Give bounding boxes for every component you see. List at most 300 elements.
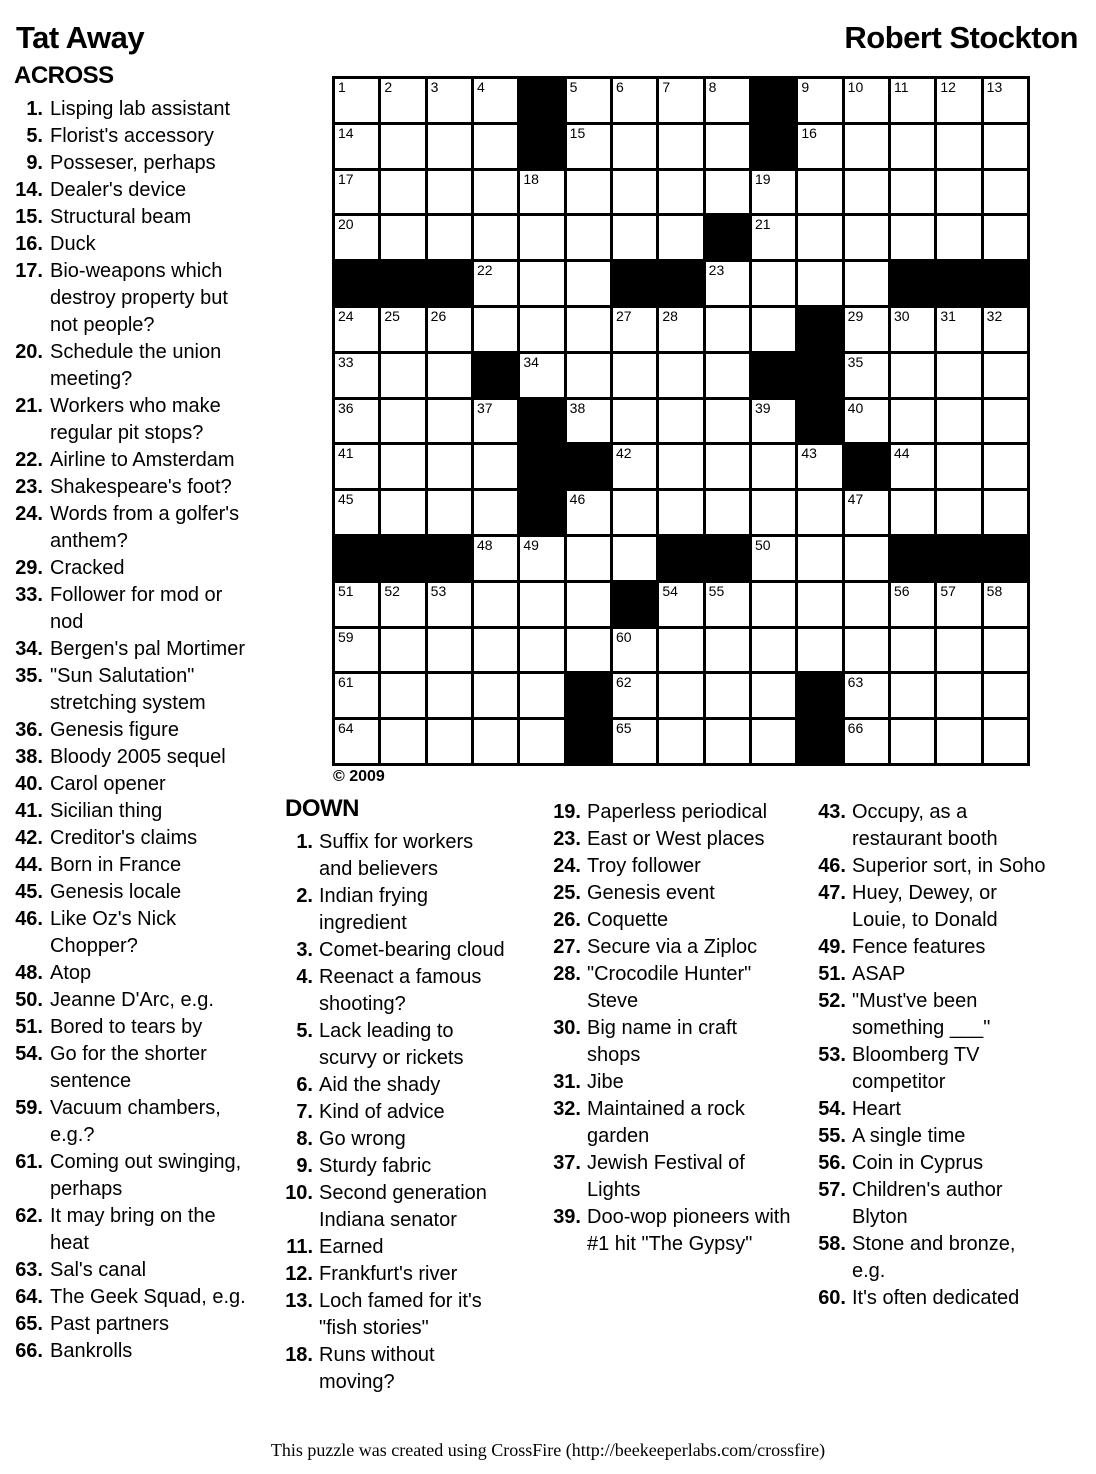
grid-cell-r12c15[interactable] <box>984 583 1027 626</box>
grid-cell-r14c1[interactable] <box>335 674 378 717</box>
grid-cell-r3c6[interactable] <box>567 171 610 214</box>
grid-cell-r6c11 <box>798 308 841 351</box>
clue-number: 15. <box>15 206 43 228</box>
grid-cell-r7c1[interactable] <box>335 354 378 397</box>
across-clue-17 <box>14 258 247 339</box>
grid-cell-r10c9[interactable] <box>706 491 749 534</box>
clue-number: 49. <box>818 936 846 958</box>
grid-cell-r5c3 <box>428 262 471 305</box>
clue-number: 2. <box>296 885 313 907</box>
grid-cell-r10c8[interactable] <box>659 491 702 534</box>
clue-number: 65. <box>15 1313 43 1335</box>
grid-cell-r9c13[interactable] <box>891 445 934 488</box>
grid-cell-r6c5[interactable] <box>520 308 563 351</box>
clue-text: Jeanne D'Arc, e.g. <box>50 989 214 1011</box>
clue-text: Earned <box>319 1236 384 1258</box>
grid-cell-r10c4[interactable] <box>474 491 517 534</box>
clue-text: Carol opener <box>50 773 166 795</box>
clue-text: Superior sort, in Soho <box>852 855 1046 877</box>
grid-cell-r5c5[interactable] <box>520 262 563 305</box>
grid-cell-r6c7[interactable] <box>613 308 656 351</box>
clue-number: 7. <box>296 1101 313 1123</box>
grid-cell-r14c13[interactable] <box>891 674 934 717</box>
grid-cell-r6c6[interactable] <box>567 308 610 351</box>
across-clue-1 <box>14 96 247 123</box>
grid-cell-r12c10[interactable] <box>752 583 795 626</box>
grid-cell-r15c13[interactable] <box>891 720 934 763</box>
grid-cell-r6c12[interactable] <box>845 308 888 351</box>
cell-number: 57 <box>940 582 956 599</box>
grid-cell-r12c13[interactable] <box>891 583 934 626</box>
grid-cell-r1c12[interactable] <box>845 79 888 122</box>
grid-cell-r1c7[interactable] <box>613 79 656 122</box>
clue-number: 28. <box>553 963 581 985</box>
grid-cell-r7c9[interactable] <box>706 354 749 397</box>
grid-cell-r12c14[interactable] <box>937 583 980 626</box>
clue-text: Bankrolls <box>50 1340 133 1362</box>
clue-number: 36. <box>15 719 43 741</box>
grid-cell-r5c11[interactable] <box>798 262 841 305</box>
grid-cell-r13c1[interactable] <box>335 629 378 672</box>
cell-number: 65 <box>615 720 632 737</box>
grid-cell-r7c8[interactable] <box>659 354 702 397</box>
grid-cell-r4c4[interactable] <box>474 216 517 259</box>
cell-number: 19 <box>754 170 771 187</box>
grid-cell-r12c6[interactable] <box>567 583 610 626</box>
grid-cell-r5c12[interactable] <box>845 262 888 305</box>
grid-cell-r9c9[interactable] <box>706 445 749 488</box>
grid-cell-r15c3[interactable] <box>428 720 471 763</box>
grid-cell-r13c6[interactable] <box>567 629 610 672</box>
grid-cell-r1c4[interactable] <box>474 79 517 122</box>
grid-cell-r14c8[interactable] <box>659 674 702 717</box>
grid-cell-r3c9[interactable] <box>706 171 749 214</box>
cell-number: 43 <box>801 445 817 462</box>
clue-number: 29. <box>15 557 43 579</box>
grid-cell-r12c11[interactable] <box>798 583 841 626</box>
grid-cell-r13c5[interactable] <box>520 629 563 672</box>
grid-cell-r8c12[interactable] <box>845 400 888 443</box>
grid-cell-r9c5 <box>520 445 563 488</box>
grid-cell-r6c1[interactable] <box>335 308 378 351</box>
grid-cell-r2c15[interactable] <box>984 125 1027 168</box>
grid-cell-r3c15[interactable] <box>984 171 1027 214</box>
grid-cell-r2c1[interactable] <box>335 125 378 168</box>
grid-cell-r15c14[interactable] <box>937 720 980 763</box>
grid-cell-r6c13[interactable] <box>891 308 934 351</box>
grid-cell-r8c13[interactable] <box>891 400 934 443</box>
grid-cell-r15c12[interactable] <box>845 720 888 763</box>
cell-number: 4 <box>476 79 485 95</box>
grid-cell-r4c6[interactable] <box>567 216 610 259</box>
clue-number: 56. <box>818 1152 846 1174</box>
grid-cell-r10c1[interactable] <box>335 491 378 534</box>
clue-number: 40. <box>15 773 43 795</box>
grid-cell-r4c5[interactable] <box>520 216 563 259</box>
grid-cell-r15c1[interactable] <box>335 720 378 763</box>
grid-cell-r15c9[interactable] <box>706 720 749 763</box>
cell-number: 63 <box>847 674 864 691</box>
grid-cell-r5c4[interactable] <box>474 262 517 305</box>
across-clue-59 <box>14 1095 247 1149</box>
grid-cell-r4c10[interactable] <box>752 216 795 259</box>
grid-cell-r9c11[interactable] <box>798 445 841 488</box>
grid-cell-r6c15[interactable] <box>984 308 1027 351</box>
grid-cell-r5c6[interactable] <box>567 262 610 305</box>
clue-text: Indian frying ingredient <box>319 885 428 934</box>
grid-cell-r6c3[interactable] <box>428 308 471 351</box>
grid-cell-r13c2[interactable] <box>381 629 424 672</box>
grid-cell-r8c7[interactable] <box>613 400 656 443</box>
grid-cell-r1c2[interactable] <box>381 79 424 122</box>
cell-number: 11 <box>893 79 909 95</box>
grid-cell-r6c4[interactable] <box>474 308 517 351</box>
grid-cell-r3c1[interactable] <box>335 171 378 214</box>
cell-number: 22 <box>476 262 493 279</box>
clue-text: Second generation Indiana senator <box>319 1182 487 1231</box>
down-clue-49 <box>818 934 1050 961</box>
clue-number: 32. <box>553 1098 581 1120</box>
down-clue-26 <box>553 907 793 934</box>
grid-cell-r6c9[interactable] <box>706 308 749 351</box>
grid-cell-r11c5[interactable] <box>520 537 563 580</box>
grid-cell-r14c15[interactable] <box>984 674 1027 717</box>
grid-cell-r9c7[interactable] <box>613 445 656 488</box>
cell-number: 44 <box>893 445 910 462</box>
grid-cell-r8c10[interactable] <box>752 400 795 443</box>
grid-cell-r10c7[interactable] <box>613 491 656 534</box>
grid-cell-r11c3 <box>428 537 471 580</box>
clue-number: 54. <box>15 1043 43 1065</box>
grid-cell-r13c13[interactable] <box>891 629 934 672</box>
grid-cell-r6c14[interactable] <box>937 308 980 351</box>
grid-cell-r9c10[interactable] <box>752 445 795 488</box>
clue-number: 41. <box>15 800 43 822</box>
clue-number: 34. <box>15 638 43 660</box>
grid-cell-r1c11[interactable] <box>798 79 841 122</box>
grid-cell-r13c8[interactable] <box>659 629 702 672</box>
grid-cell-r5c9[interactable] <box>706 262 749 305</box>
grid-cell-r3c8[interactable] <box>659 171 702 214</box>
grid-cell-r13c15[interactable] <box>984 629 1027 672</box>
cell-number: 6 <box>615 79 624 95</box>
grid-cell-r9c4[interactable] <box>474 445 517 488</box>
grid-cell-r15c5[interactable] <box>520 720 563 763</box>
clue-text: It may bring on the heat <box>50 1205 216 1254</box>
grid-cell-r5c15 <box>984 262 1027 305</box>
across-clue-41 <box>14 798 247 825</box>
across-clue-16 <box>14 231 247 258</box>
grid-cell-r3c5[interactable] <box>520 171 563 214</box>
grid-cell-r15c2[interactable] <box>381 720 424 763</box>
grid-cell-r1c3[interactable] <box>428 79 471 122</box>
grid-cell-r8c6[interactable] <box>567 400 610 443</box>
grid-cell-r10c2[interactable] <box>381 491 424 534</box>
down-clue-5 <box>285 1018 505 1072</box>
clue-number: 52. <box>818 990 846 1012</box>
cell-number: 40 <box>847 399 864 416</box>
down-clue-6 <box>285 1072 505 1099</box>
grid-cell-r10c3[interactable] <box>428 491 471 534</box>
grid-cell-r8c1[interactable] <box>335 400 378 443</box>
grid-cell-r7c13[interactable] <box>891 354 934 397</box>
grid-cell-r8c3[interactable] <box>428 400 471 443</box>
grid-cell-r7c15[interactable] <box>984 354 1027 397</box>
grid-cell-r7c12[interactable] <box>845 354 888 397</box>
grid-cell-r2c6[interactable] <box>567 125 610 168</box>
clue-number: 9. <box>296 1155 313 1177</box>
across-clue-62 <box>14 1203 247 1257</box>
grid-cell-r9c15[interactable] <box>984 445 1027 488</box>
grid-cell-r2c14[interactable] <box>937 125 980 168</box>
clue-text: Genesis event <box>587 882 715 904</box>
clue-number: 55. <box>818 1125 846 1147</box>
grid-cell-r12c5[interactable] <box>520 583 563 626</box>
down-clue-7 <box>285 1099 505 1126</box>
grid-cell-r9c8[interactable] <box>659 445 702 488</box>
grid-cell-r2c3[interactable] <box>428 125 471 168</box>
grid-cell-r3c13[interactable] <box>891 171 934 214</box>
grid-cell-r14c12[interactable] <box>845 674 888 717</box>
cell-number: 5 <box>569 79 578 95</box>
grid-cell-r12c4[interactable] <box>474 583 517 626</box>
grid-cell-r10c10[interactable] <box>752 491 795 534</box>
clue-text: Kind of advice <box>319 1101 445 1123</box>
grid-cell-r2c8[interactable] <box>659 125 702 168</box>
cell-number: 52 <box>384 582 400 599</box>
clue-text: A single time <box>852 1125 966 1147</box>
grid-cell-r4c11[interactable] <box>798 216 841 259</box>
clue-text: Duck <box>50 233 96 255</box>
across-clue-29 <box>14 555 247 582</box>
cell-number: 10 <box>847 79 864 95</box>
grid-cell-r8c2[interactable] <box>381 400 424 443</box>
clue-text: "Sun Salutation" stretching system <box>50 665 206 714</box>
grid-cell-r7c2[interactable] <box>381 354 424 397</box>
grid-cell-r1c14[interactable] <box>937 79 980 122</box>
grid-cell-r4c13[interactable] <box>891 216 934 259</box>
grid-cell-r4c2[interactable] <box>381 216 424 259</box>
grid-cell-r7c3[interactable] <box>428 354 471 397</box>
clue-text: Huey, Dewey, or Louie, to Donald <box>852 882 998 931</box>
across-clue-65 <box>14 1311 247 1338</box>
grid-cell-r6c8[interactable] <box>659 308 702 351</box>
grid-cell-r11c9 <box>706 537 749 580</box>
grid-cell-r11c7[interactable] <box>613 537 656 580</box>
grid-cell-r8c8[interactable] <box>659 400 702 443</box>
grid-cell-r10c11[interactable] <box>798 491 841 534</box>
clue-text: Schedule the union meeting? <box>50 341 222 390</box>
cell-number: 27 <box>615 307 632 324</box>
grid-cell-r7c10 <box>752 354 795 397</box>
down-clue-51 <box>818 961 1050 988</box>
grid-cell-r13c12[interactable] <box>845 629 888 672</box>
grid-cell-r4c3[interactable] <box>428 216 471 259</box>
cell-number: 24 <box>338 307 354 324</box>
across-clue-66 <box>14 1338 247 1365</box>
grid-cell-r10c14[interactable] <box>937 491 980 534</box>
grid-cell-r2c12[interactable] <box>845 125 888 168</box>
grid-cell-r4c15[interactable] <box>984 216 1027 259</box>
across-clue-list <box>14 96 247 1365</box>
across-clue-48 <box>14 960 247 987</box>
grid-cell-r3c4[interactable] <box>474 171 517 214</box>
grid-cell-r15c4[interactable] <box>474 720 517 763</box>
grid-cell-r4c12[interactable] <box>845 216 888 259</box>
grid-cell-r14c4[interactable] <box>474 674 517 717</box>
grid-cell-r11c11[interactable] <box>798 537 841 580</box>
grid-cell-r13c3[interactable] <box>428 629 471 672</box>
grid-cell-r2c11[interactable] <box>798 125 841 168</box>
cell-number: 56 <box>893 582 910 599</box>
grid-cell-r10c6[interactable] <box>567 491 610 534</box>
grid-cell-r12c9[interactable] <box>706 583 749 626</box>
grid-cell-r6c10[interactable] <box>752 308 795 351</box>
across-clue-40 <box>14 771 247 798</box>
grid-cell-r4c9 <box>706 216 749 259</box>
grid-cell-r13c7[interactable] <box>613 629 656 672</box>
grid-cell-r9c14[interactable] <box>937 445 980 488</box>
grid-cell-r14c3[interactable] <box>428 674 471 717</box>
grid-cell-r13c10[interactable] <box>752 629 795 672</box>
cell-number: 34 <box>523 353 539 370</box>
grid-cell-r1c6[interactable] <box>567 79 610 122</box>
clue-number: 64. <box>15 1286 43 1308</box>
across-clue-46 <box>14 906 247 960</box>
grid-cell-r11c4[interactable] <box>474 537 517 580</box>
cell-number: 46 <box>569 491 586 508</box>
grid-cell-r3c10[interactable] <box>752 171 795 214</box>
grid-cell-r14c10[interactable] <box>752 674 795 717</box>
grid-cell-r2c4[interactable] <box>474 125 517 168</box>
grid-cell-r1c1[interactable] <box>335 79 378 122</box>
grid-cell-r1c15[interactable] <box>984 79 1027 122</box>
grid-cell-r13c14[interactable] <box>937 629 980 672</box>
clue-text: Vacuum chambers, e.g.? <box>50 1097 221 1146</box>
grid-cell-r7c7[interactable] <box>613 354 656 397</box>
grid-cell-r13c11[interactable] <box>798 629 841 672</box>
grid-cell-r14c7[interactable] <box>613 674 656 717</box>
grid-cell-r5c7 <box>613 262 656 305</box>
grid-cell-r2c2[interactable] <box>381 125 424 168</box>
grid-cell-r14c14[interactable] <box>937 674 980 717</box>
grid-cell-r10c5 <box>520 491 563 534</box>
clue-text: Go for the shorter sentence <box>50 1043 207 1092</box>
clue-number: 51. <box>15 1016 43 1038</box>
grid-cell-r3c2[interactable] <box>381 171 424 214</box>
clue-text: Occupy, as a restaurant booth <box>852 801 998 850</box>
grid-cell-r9c3[interactable] <box>428 445 471 488</box>
clue-text: Sturdy fabric <box>319 1155 432 1177</box>
grid-cell-r8c5 <box>520 400 563 443</box>
cell-number: 53 <box>430 582 447 599</box>
down-clue-23 <box>553 826 793 853</box>
clue-text: Coin in Cyprus <box>852 1152 984 1174</box>
clue-number: 47. <box>818 882 846 904</box>
cell-number: 47 <box>847 491 864 508</box>
grid-cell-r9c12 <box>845 445 888 488</box>
down-clue-28 <box>553 961 793 1015</box>
across-clue-61 <box>14 1149 247 1203</box>
cell-number: 61 <box>338 674 354 691</box>
grid-cell-r12c1[interactable] <box>335 583 378 626</box>
grid-cell-r12c12[interactable] <box>845 583 888 626</box>
grid-cell-r8c15[interactable] <box>984 400 1027 443</box>
grid-cell-r10c15[interactable] <box>984 491 1027 534</box>
clue-number: 14. <box>15 179 43 201</box>
grid-cell-r4c7[interactable] <box>613 216 656 259</box>
clue-text: Big name in craft shops <box>587 1017 738 1066</box>
grid-cell-r4c8[interactable] <box>659 216 702 259</box>
grid-cell-r3c7[interactable] <box>613 171 656 214</box>
grid-cell-r15c10[interactable] <box>752 720 795 763</box>
cell-number: 50 <box>754 536 771 553</box>
grid-cell-r8c14[interactable] <box>937 400 980 443</box>
down-clue-13 <box>285 1288 505 1342</box>
grid-cell-r15c15[interactable] <box>984 720 1027 763</box>
grid-cell-r15c8[interactable] <box>659 720 702 763</box>
cell-number: 9 <box>801 79 810 95</box>
grid-cell-r12c8[interactable] <box>659 583 702 626</box>
across-clue-36 <box>14 717 247 744</box>
grid-cell-r14c9[interactable] <box>706 674 749 717</box>
grid-cell-r2c13[interactable] <box>891 125 934 168</box>
grid-cell-r1c9[interactable] <box>706 79 749 122</box>
grid-cell-r4c1[interactable] <box>335 216 378 259</box>
grid-cell-r3c11[interactable] <box>798 171 841 214</box>
grid-cell-r2c9[interactable] <box>706 125 749 168</box>
grid-cell-r11c6[interactable] <box>567 537 610 580</box>
grid-cell-r6c2[interactable] <box>381 308 424 351</box>
grid-cell-r12c3[interactable] <box>428 583 471 626</box>
grid-cell-r14c5[interactable] <box>520 674 563 717</box>
clue-text: Atop <box>50 962 92 984</box>
across-clue-51 <box>14 1014 247 1041</box>
grid-cell-r3c3[interactable] <box>428 171 471 214</box>
grid-cell-r12c2[interactable] <box>381 583 424 626</box>
grid-cell-r5c10[interactable] <box>752 262 795 305</box>
grid-cell-r13c9[interactable] <box>706 629 749 672</box>
grid-cell-r15c7[interactable] <box>613 720 656 763</box>
grid-cell-r11c12[interactable] <box>845 537 888 580</box>
grid-cell-r7c5[interactable] <box>520 354 563 397</box>
grid-cell-r10c12[interactable] <box>845 491 888 534</box>
clue-number: 62. <box>15 1205 43 1227</box>
grid-cell-r8c9[interactable] <box>706 400 749 443</box>
grid-cell-r3c14[interactable] <box>937 171 980 214</box>
clue-text: Jewish Festival of Lights <box>587 1152 745 1201</box>
grid-cell-r7c14[interactable] <box>937 354 980 397</box>
grid-cell-r13c4[interactable] <box>474 629 517 672</box>
clue-number: 23. <box>553 828 581 850</box>
grid-cell-r9c1[interactable] <box>335 445 378 488</box>
grid-cell-r2c7[interactable] <box>613 125 656 168</box>
grid-cell-r3c12[interactable] <box>845 171 888 214</box>
grid-cell-r8c4[interactable] <box>474 400 517 443</box>
cell-number: 29 <box>847 307 864 324</box>
grid-cell-r11c10[interactable] <box>752 537 795 580</box>
cell-number: 15 <box>569 124 586 141</box>
grid-cell-r1c13[interactable] <box>891 79 934 122</box>
clue-number: 19. <box>553 801 581 823</box>
grid-cell-r9c2[interactable] <box>381 445 424 488</box>
clue-number: 59. <box>15 1097 43 1119</box>
grid-cell-r4c14[interactable] <box>937 216 980 259</box>
grid-cell-r10c13[interactable] <box>891 491 934 534</box>
grid-cell-r7c6[interactable] <box>567 354 610 397</box>
grid-cell-r14c2[interactable] <box>381 674 424 717</box>
grid-cell-r1c8[interactable] <box>659 79 702 122</box>
